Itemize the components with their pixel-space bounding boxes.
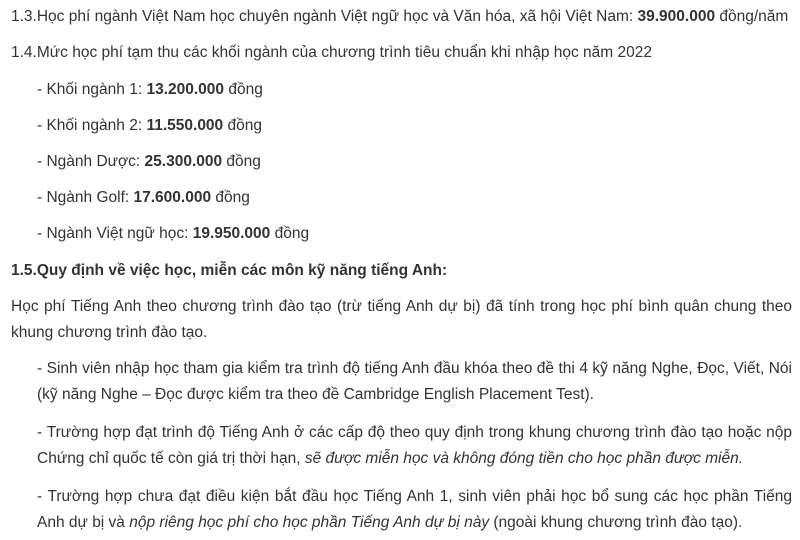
item-1-3-text: 1.3.Học phí ngành Việt Nam học chuyên ngành Việt ngữ học và Văn hóa, xã hội Việt Nam: (11, 8, 638, 25)
fee-item-2 (37, 113, 792, 139)
fee-label: - Khối ngành 2: (37, 117, 147, 134)
english-rule-2 (37, 420, 792, 472)
english-rule-3 (37, 484, 792, 536)
fee-label: - Khối ngành 1: (37, 81, 147, 98)
fee-label: - Ngành Việt ngữ học: (37, 225, 193, 242)
fee-unit: đồng (270, 225, 310, 242)
fee-label: - Ngành Dược: (37, 153, 145, 170)
fee-unit: đồng (211, 189, 250, 206)
item-1-4-heading: 1.4.Mức học phí tạm thu các khối ngành của chương trình tiêu chuẩn khi nhập học năm 2022 (11, 44, 652, 61)
english-rule-2-text: - Trường hợp đạt trình độ Tiếng Anh ở các cấp độ theo quy định trong khung chương trình đào tạo hoặc nộp Chứng chỉ quốc tế còn giá trị thời hạn, (37, 424, 792, 467)
english-rule-3-tail: (ngoài khung chương trình đào tạo). (489, 514, 743, 531)
fee-unit: đồng (224, 81, 263, 98)
item-1-3-amount: 39.900.000 (637, 8, 716, 25)
fee-amount: 11.550.000 (146, 117, 224, 134)
item-1-5-heading (11, 258, 792, 284)
english-rule-1: - Sinh viên nhập học tham gia kiểm tra trình độ tiếng Anh đầu khóa theo đề thi 4 kỹ năng Nghe, Đọc, Viết, Nói (kỹ năng Nghe – Đọc được kiểm tra theo đề Cambridge English Placement Test). (37, 360, 792, 403)
english-rule-3-emphasis: nộp riêng học phí cho học phần Tiếng Anh dự bị này (129, 514, 490, 531)
fee-item-4 (37, 185, 792, 211)
fee-amount: 25.300.000 (144, 153, 223, 170)
fee-amount: 19.950.000 (192, 225, 271, 242)
fee-item-5 (37, 221, 792, 247)
fee-item-3 (37, 149, 792, 175)
fee-unit: đồng (223, 117, 262, 134)
english-rule-3-text: - Trường hợp chưa đạt điều kiện bắt đầu học Tiếng Anh 1, sinh viên phải học bổ sung các học phần Tiếng Anh dự bị và (37, 488, 792, 531)
item-1-5-heading-text: 1.5.Quy định về việc học, miễn các môn kỹ năng tiếng Anh: (11, 262, 448, 279)
fee-label: - Ngành Golf: (37, 189, 134, 206)
item-1-3-unit: đồng/năm (715, 8, 789, 25)
fee-amount: 13.200.000 (146, 81, 225, 98)
fee-amount: 17.600.000 (133, 189, 212, 206)
fee-unit: đồng (222, 153, 261, 170)
fee-item-1 (37, 77, 792, 103)
item-1-5-intro: Học phí Tiếng Anh theo chương trình đào tạo (trừ tiếng Anh dự bị) đã tính trong học phí bình quân chung theo khung chương trình đào tạo. (11, 298, 792, 341)
item-1-3-paragraph (11, 4, 792, 30)
english-rule-2-emphasis: sẽ được miễn học và không đóng tiền cho học phần được miễn. (304, 450, 744, 467)
